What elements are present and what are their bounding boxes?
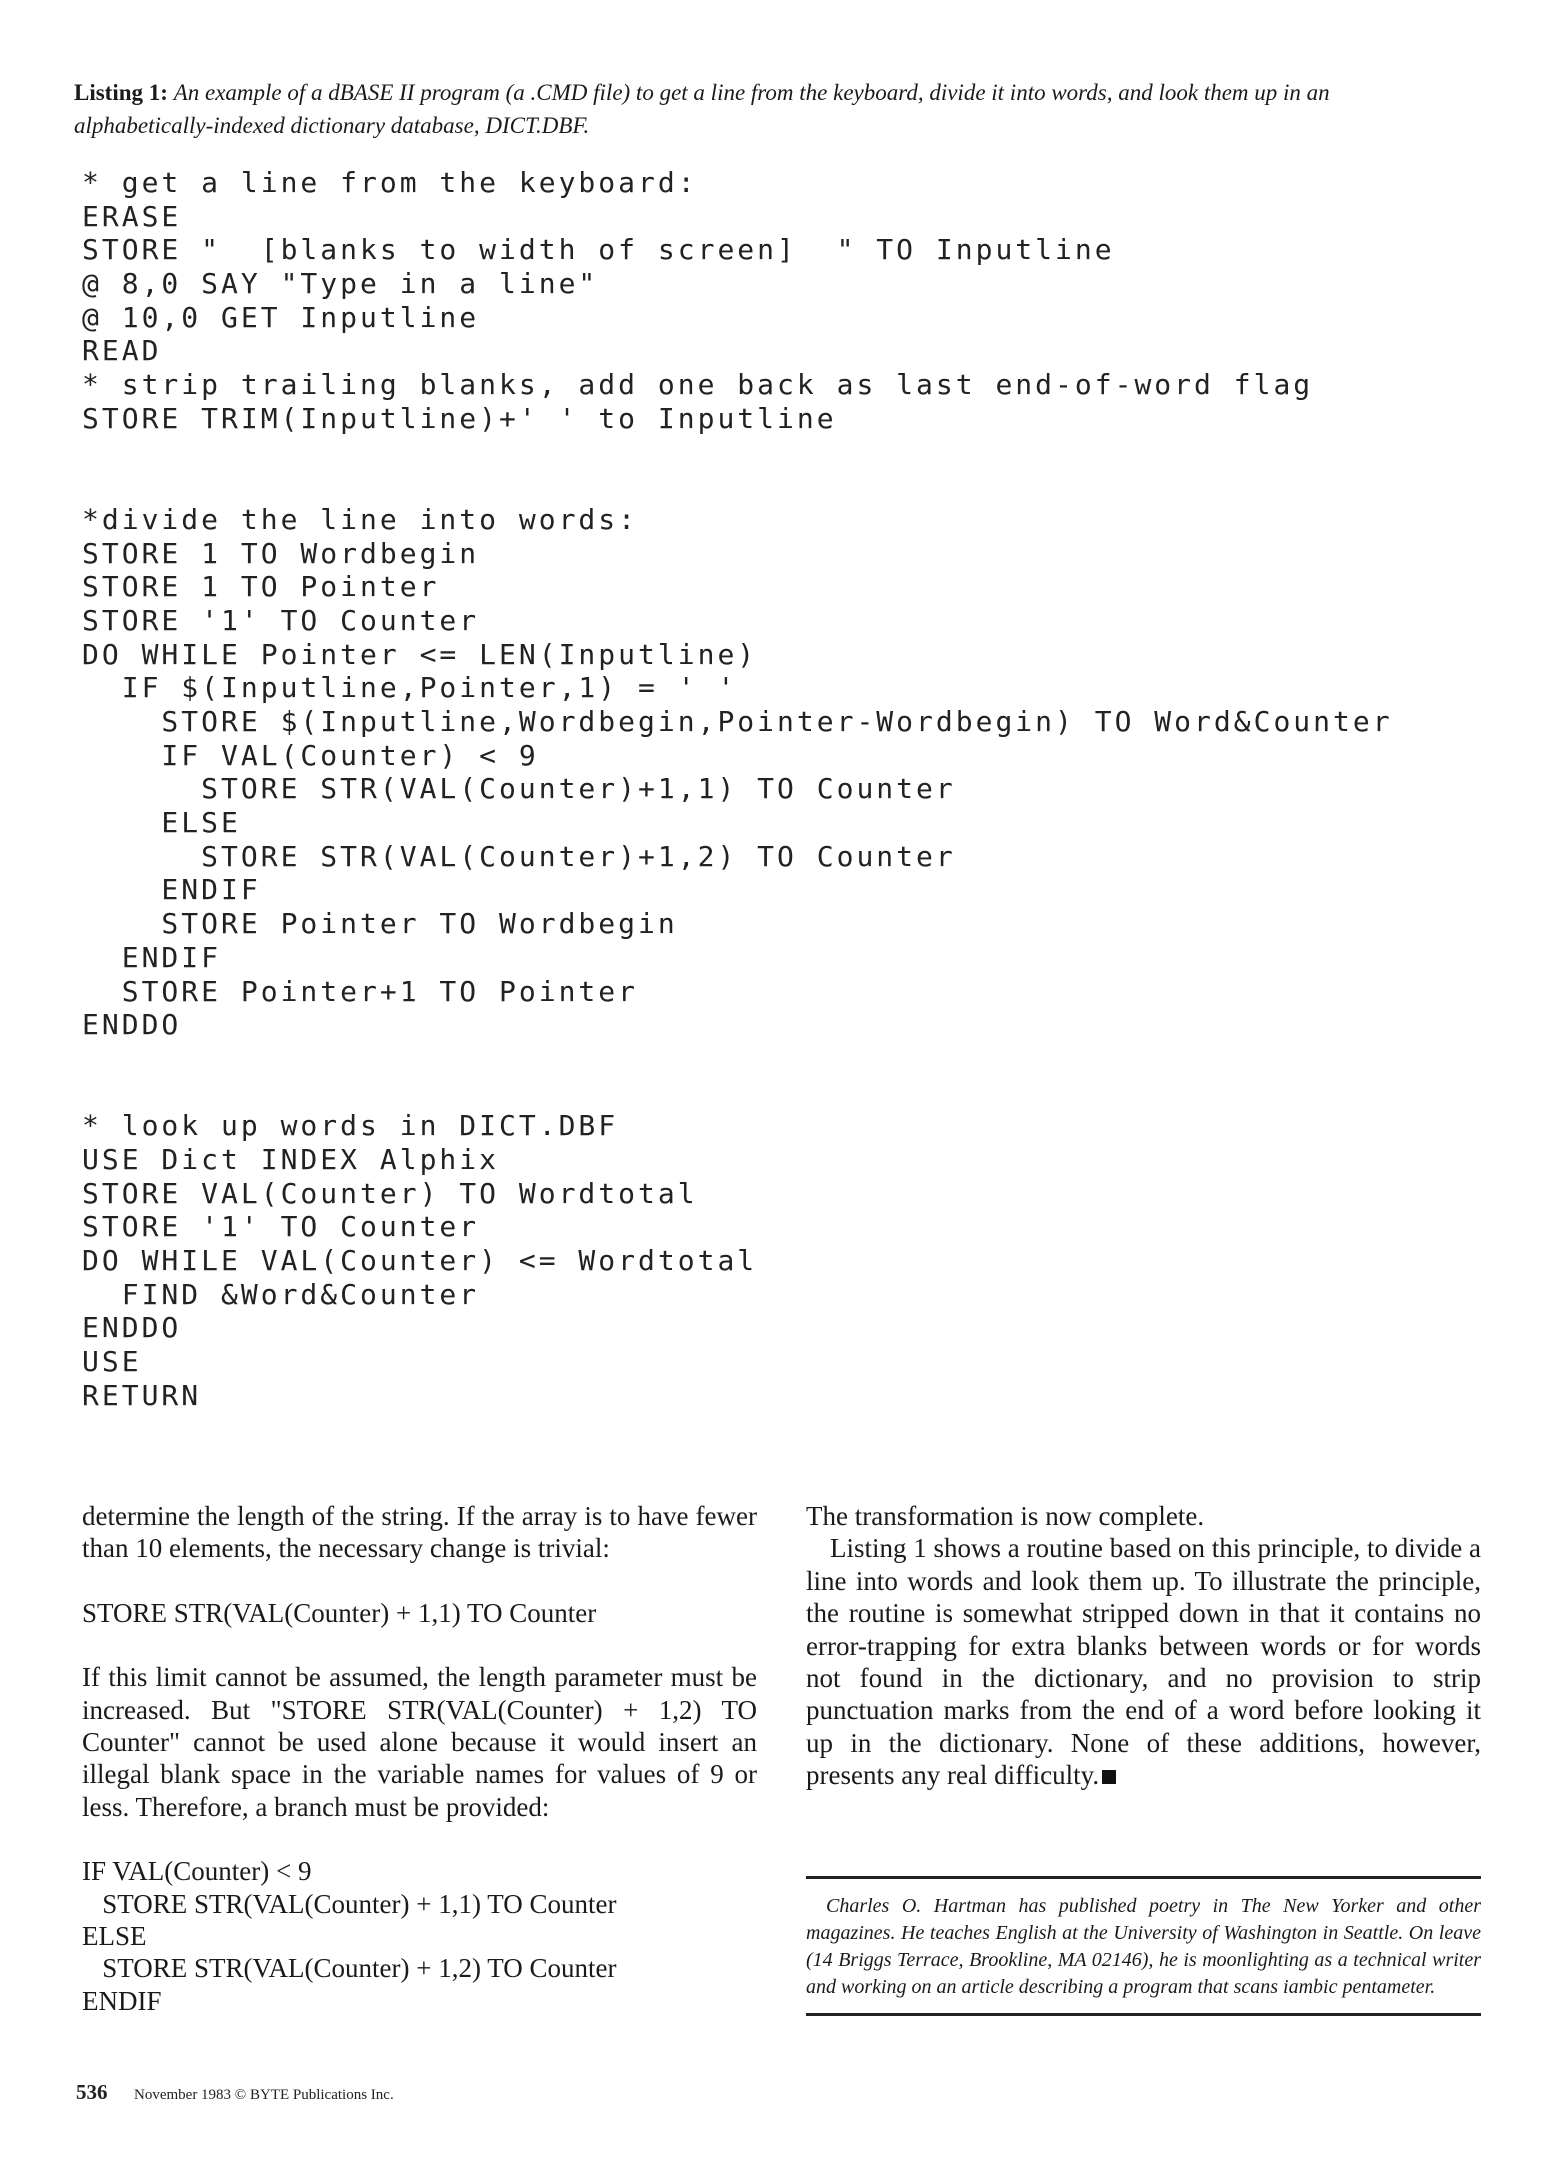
code-listing: [82, 166, 1482, 1412]
code-line: DO WHILE VAL(Counter) <= Wordtotal: [82, 1244, 758, 1277]
code-line: ENDDO: [82, 1311, 182, 1345]
inline-code-line: ENDIF: [82, 1985, 162, 2016]
code-line: [82, 1042, 1482, 1076]
code-line: STORE Pointer+1 TO Pointer: [82, 974, 639, 1008]
code-line: STORE TRIM(Inputline)+' ' to Inputline: [82, 401, 837, 435]
code-line: @ 8,0 SAY "Type in a line": [82, 267, 599, 301]
code-line: @ 10,0 GET Inputline: [82, 300, 480, 334]
listing-caption: [74, 76, 1474, 142]
inline-code-line: STORE STR(VAL(Counter) + 1,2) TO Counter: [82, 1953, 617, 1984]
code-line: ELSE: [82, 806, 241, 840]
code-line: READ: [82, 334, 162, 368]
code-line: FIND &Word&Counter: [82, 1277, 480, 1311]
code-line: STORE 1 TO Wordbegin: [82, 536, 480, 570]
code-line: [82, 1076, 1482, 1110]
caption-label: Listing 1:: [74, 80, 168, 105]
body-paragraph: If this limit cannot be assumed, the length parameter must be increased. But "STORE STR(VAL(Counter) + 1,2) TO Counter" cannot be used alone because it would insert an illegal blank space in the variable names for values of 9 or less. Therefore, a branch must be provided:: [82, 1662, 757, 1822]
inline-code-line: IF VAL(Counter) < 9: [82, 1856, 312, 1887]
page-footer: [76, 2080, 394, 2105]
code-line: ERASE: [82, 199, 182, 233]
code-line: * look up words in DICT.DBF: [82, 1109, 619, 1143]
code-line: RETURN: [82, 1378, 202, 1412]
footer-credit: November 1983 © BYTE Publications Inc.: [134, 2087, 394, 2103]
code-line: STORE $(Inputline,Wordbegin,Pointer-Wordbegin) TO Word&Counter: [82, 705, 1393, 738]
code-line: STORE '1' TO Counter: [82, 1210, 480, 1244]
right-column: [806, 1500, 1481, 1792]
code-line: ENDDO: [82, 1008, 182, 1042]
page-number: 536: [76, 2080, 108, 2104]
code-line: STORE VAL(Counter) TO Wordtotal: [82, 1176, 698, 1210]
code-line: STORE STR(VAL(Counter)+1,1) TO Counter: [82, 772, 956, 806]
code-line: STORE STR(VAL(Counter)+1,2) TO Counter: [82, 839, 956, 873]
body-paragraph: [806, 1532, 1481, 1791]
code-line: USE Dict INDEX Alphix: [82, 1142, 500, 1176]
code-line: ENDIF: [82, 940, 222, 974]
code-line: ENDIF: [82, 873, 261, 907]
code-line: *divide the line into words:: [82, 502, 639, 536]
code-line: * get a line from the keyboard:: [82, 166, 698, 199]
code-line: [82, 436, 1482, 470]
code-line: [82, 469, 1482, 503]
body-paragraph: determine the length of the string. If the array is to have fewer than 10 elements, the necessary change is trivial:: [82, 1501, 757, 1564]
code-line: IF $(Inputline,Pointer,1) = ' ': [82, 671, 738, 705]
code-line: STORE Pointer TO Wordbegin: [82, 907, 678, 941]
code-line: STORE 1 TO Pointer: [82, 570, 440, 604]
code-line: USE: [82, 1345, 142, 1379]
code-line: STORE '1' TO Counter: [82, 603, 480, 637]
left-column: [82, 1500, 757, 2017]
code-line: DO WHILE Pointer <= LEN(Inputline): [82, 637, 758, 671]
code-line: IF VAL(Counter) < 9: [82, 738, 539, 772]
author-bio: Charles O. Hartman has published poetry in The New Yorker and other magazines. He teaches English at the University of Washington in Seattle. On leave (14 Briggs Terrace, Brookline, MA 02146), he is moonlighting as a technical writer and working on an article describing a program that scans iambic pentameter.: [806, 1876, 1481, 2016]
code-line: STORE " [blanks to width of screen] " TO Inputline: [82, 233, 1115, 267]
body-paragraph: The transformation is now complete.: [806, 1501, 1205, 1531]
inline-code-line: STORE STR(VAL(Counter) + 1,1) TO Counter: [82, 1888, 617, 1919]
paragraph-text: Listing 1 shows a routine based on this principle, to divide a line into words and look them up. To illustrate the principle, the routine is somewhat stripped down in that it contains no error-trapping for extra blanks between words or for words not found in the dictionary, and no provision to strip punctuation marks from the end of a word before looking it up in the dictionary. None of these additions, however, presents any real difficulty.: [806, 1533, 1481, 1791]
code-line: * strip trailing blanks, add one back as last end-of-word flag: [82, 368, 1314, 402]
end-mark-icon: [1102, 1770, 1116, 1784]
inline-code-line: ELSE: [82, 1921, 147, 1952]
inline-code: STORE STR(VAL(Counter) + 1,1) TO Counter: [82, 1597, 597, 1628]
caption-text: An example of a dBASE II program (a .CMD file) to get a line from the keyboard, divide it into words, and look them up in an alphabetically-indexed dictionary database, DICT.DBF.: [74, 80, 1330, 138]
